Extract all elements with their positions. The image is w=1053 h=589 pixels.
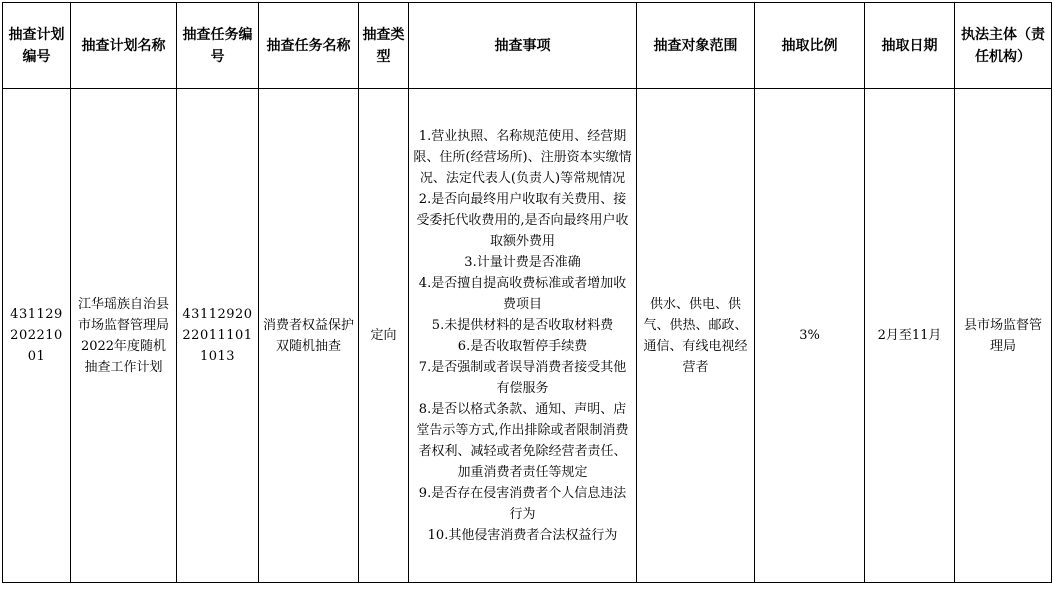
header-check-items: 抽查事项 (409, 3, 637, 89)
random-inspection-table (2, 2, 1052, 583)
ratio-cell: 3% (755, 89, 865, 583)
check-item: 8.是否以格式条款、通知、声明、店堂告示等方式,作出排除或者限制消费者权利、减轻或者免除经营者责任、加重消费者责任等规定 (416, 401, 629, 480)
check-items-cell (409, 89, 637, 583)
authority-cell: 县市场监督管理局 (955, 89, 1052, 583)
table-row (3, 89, 1052, 583)
task-code-cell: 43112920220111011013 (177, 89, 259, 583)
check-item: 7.是否强制或者误导消费者接受其他有偿服务 (418, 359, 627, 396)
check-type-cell: 定向 (359, 89, 409, 583)
object-scope-cell: 供水、供电、供气、供热、邮政、通信、有线电视经营者 (637, 89, 755, 583)
check-item: 9.是否存在侵害消费者个人信息违法行为 (418, 485, 627, 522)
header-plan-name: 抽查计划名称 (71, 3, 177, 89)
header-task-code: 抽查任务编号 (177, 3, 259, 89)
header-plan-code: 抽查计划编号 (3, 3, 71, 89)
task-name-cell: 消费者权益保护双随机抽查 (259, 89, 359, 583)
plan-code-cell: 43112920221001 (3, 89, 71, 583)
header-check-type: 抽查类型 (359, 3, 409, 89)
check-item: 1.营业执照、名称规范使用、经营期限、住所(经营场所)、注册资本实缴情况、法定代表人(负责人)等常规情况 (413, 128, 632, 186)
header-object-scope: 抽查对象范围 (637, 3, 755, 89)
header-authority: 执法主体（责任机构） (955, 3, 1052, 89)
plan-name-cell: 江华瑶族自治县市场监督管理局2022年度随机抽查工作计划 (71, 89, 177, 583)
check-item: 3.计量计费是否准确 (464, 254, 581, 270)
check-item: 6.是否收取暂停手续费 (457, 338, 588, 354)
header-date: 抽取日期 (865, 3, 955, 89)
header-row (3, 3, 1052, 89)
check-item: 10.其他侵害消费者合法权益行为 (427, 527, 618, 543)
header-task-name: 抽查任务名称 (259, 3, 359, 89)
date-cell: 2月至11月 (865, 89, 955, 583)
header-ratio: 抽取比例 (755, 3, 865, 89)
check-item: 2.是否向最终用户收取有关费用、接受委托代收费用的,是否向最终用户收取额外费用 (416, 191, 629, 249)
check-item: 4.是否擅自提高收费标准或者增加收费项目 (418, 275, 627, 312)
check-item: 5.未提供材料的是否收取材料费 (431, 317, 614, 333)
